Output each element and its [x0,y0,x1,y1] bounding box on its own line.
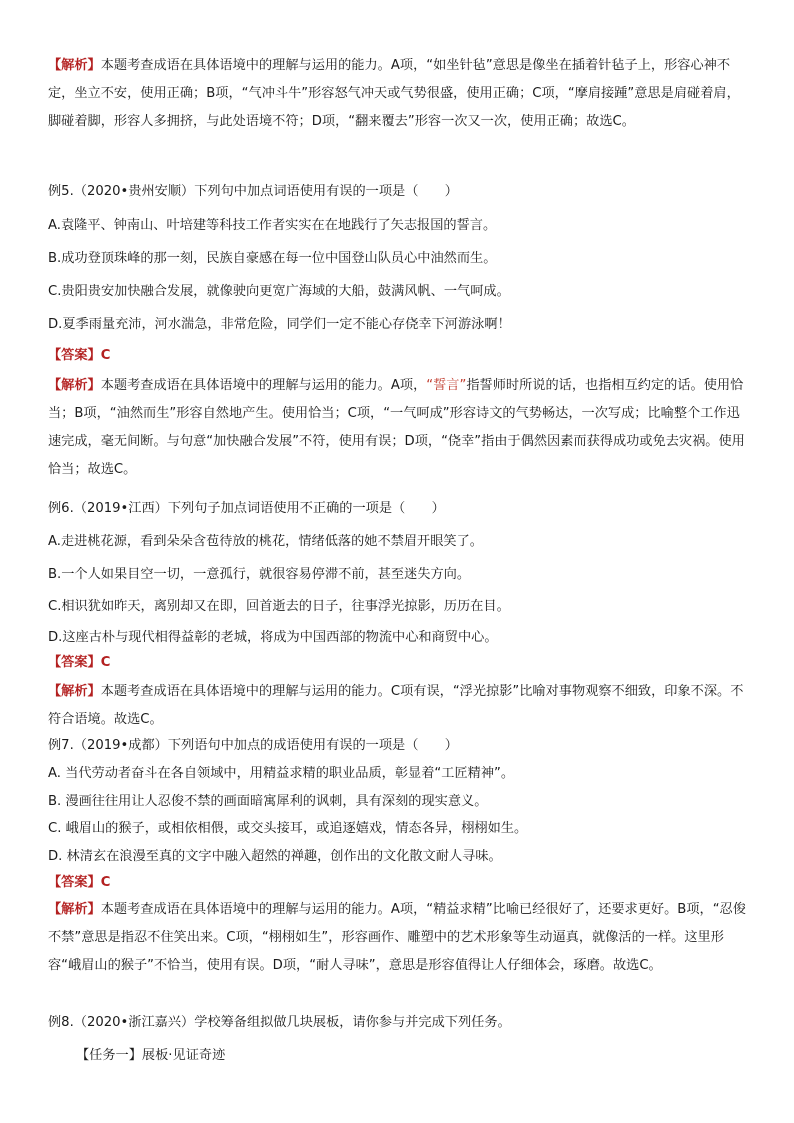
option-a: A. 当代劳动者奋斗在各自领域中，用精益求精的职业品质，彰显着“工匠精神”。 [48,766,515,781]
analysis-text: 本题考查成语在具体语境中的理解与运用的能力。A项，“如坐针毡”意思是像坐在插着针毡子上，形容心神不定，坐立不安，使用正确；B项，“气冲斗牛”形容怒气冲天或气势很盛，使用正确；C项，“摩肩接踵”意思是肩碰着肩，脚碰着脚，形容人多拥挤，与此处语境不符；D项，“翻来覆去”形容一次又一次，使用正确；故选C。 [48,58,740,129]
answer-tag: 【答案】 [48,348,101,363]
analysis-tag: 【解析】 [48,378,101,393]
question-example-5: 例5.（2020•贵州安顺）下列句中加点词语使用有误的一项是（ ） [48,184,458,199]
option-a: A.袁隆平、钟南山、叶培建等科技工作者实实在在地践行了矢志报国的誓言。 [48,218,497,233]
option-b: B. 漫画往往用让人忍俊不禁的画面暗寓犀利的讽刺，具有深刻的现实意义。 [48,794,488,809]
analysis-text: 本题考查成语在具体语境中的理解与运用的能力。A项，“精益求精”比喻已经很好了，还要求更好。B项，“忍俊不禁”意思是指忍不住笑出来。C项，“栩栩如生”，形容画作、雕塑中的艺术形象等生动逼真，就像活的一样。这里形容“峨眉山的猴子”不恰当，使用有误。D项，“耐人寻味”，意思是形容值得让人仔细体会，琢磨。故选C。 [48,902,746,973]
option-d: D.夏季雨量充沛，河水湍急，非常危险，同学们一定不能心存侥幸下河游泳啊！ [48,317,511,332]
analysis-paragraph [48,896,752,980]
question-example-6: 例6.（2019•江西）下列句子加点词语使用不正确的一项是（ ） [48,501,445,516]
answer-value: C [100,875,111,890]
question-example-7: 例7.（2019•成都）下列语句中加点的成语使用有误的一项是（ ） [48,738,458,753]
analysis-text-continued: 指誓师时所说的话，也指相互约定的话。使用恰当；B项，“油然而生”形容自然地产生。使用恰当；C项，“一气呵成”形容诗文的气势畅达，一次写成；比喻整个工作迅速完成，毫无间断。与句意“加快融合发展”不符，使用有误；D项，“侥幸”指由于偶然因素而获得成功或免去灾祸。使用恰当；故选C。 [48,378,745,477]
option-c: C.贵阳贵安加快融合发展，就像驶向更宽广海域的大船，鼓满风帆、一气呵成。 [48,284,510,299]
analysis-text: 本题考查成语在具体语境中的理解与运用的能力。C项有误，“浮光掠影”比喻对事物观察不细致，印象不深。不符合语境。故选C。 [48,684,744,727]
analysis-tag: 【解析】 [48,58,101,73]
question-example-8: 例8.（2020•浙江嘉兴）学校筹备组拟做几块展板，请你参与并完成下列任务。 [48,1015,511,1030]
option-b: B.一个人如果目空一切，一意孤行，就很容易停滞不前，甚至迷失方向。 [48,567,471,582]
option-d: D. 林清玄在浪漫至真的文字中融入超然的禅趣，创作出的文化散文耐人寻味。 [48,849,502,864]
answer-value: C [100,348,111,363]
analysis-paragraph [48,678,752,734]
option-b: B.成功登顶珠峰的那一刻，民族自豪感在每一位中国登山队员心中油然而生。 [48,251,497,266]
task-heading: 【任务一】展板·见证奇迹 [76,1048,226,1063]
option-d: D.这座古朴与现代相得益彰的老城，将成为中国西部的物流中心和商贸中心。 [48,630,498,645]
highlighted-term: “誓言” [426,378,467,393]
option-c: C. 峨眉山的猴子，或相依相偎，或交头接耳，或追逐嬉戏，情态各异，栩栩如生。 [48,821,528,836]
answer-line [48,342,110,370]
answer-value: C [100,655,111,670]
analysis-tag: 【解析】 [48,902,101,917]
analysis-paragraph [48,52,752,136]
analysis-text: 本题考查成语在具体语境中的理解与运用的能力。A项， [100,378,427,393]
analysis-paragraph [48,372,752,484]
analysis-tag: 【解析】 [48,684,101,699]
answer-line [48,649,110,677]
answer-line [48,869,110,897]
option-a: A.走进桃花源，看到朵朵含苞待放的桃花，情绪低落的她不禁眉开眼笑了。 [48,534,483,549]
option-c: C.相识犹如昨天，离别却又在即，回首逝去的日子，往事浮光掠影，历历在目。 [48,599,510,614]
answer-tag: 【答案】 [48,875,101,890]
answer-tag: 【答案】 [48,655,101,670]
